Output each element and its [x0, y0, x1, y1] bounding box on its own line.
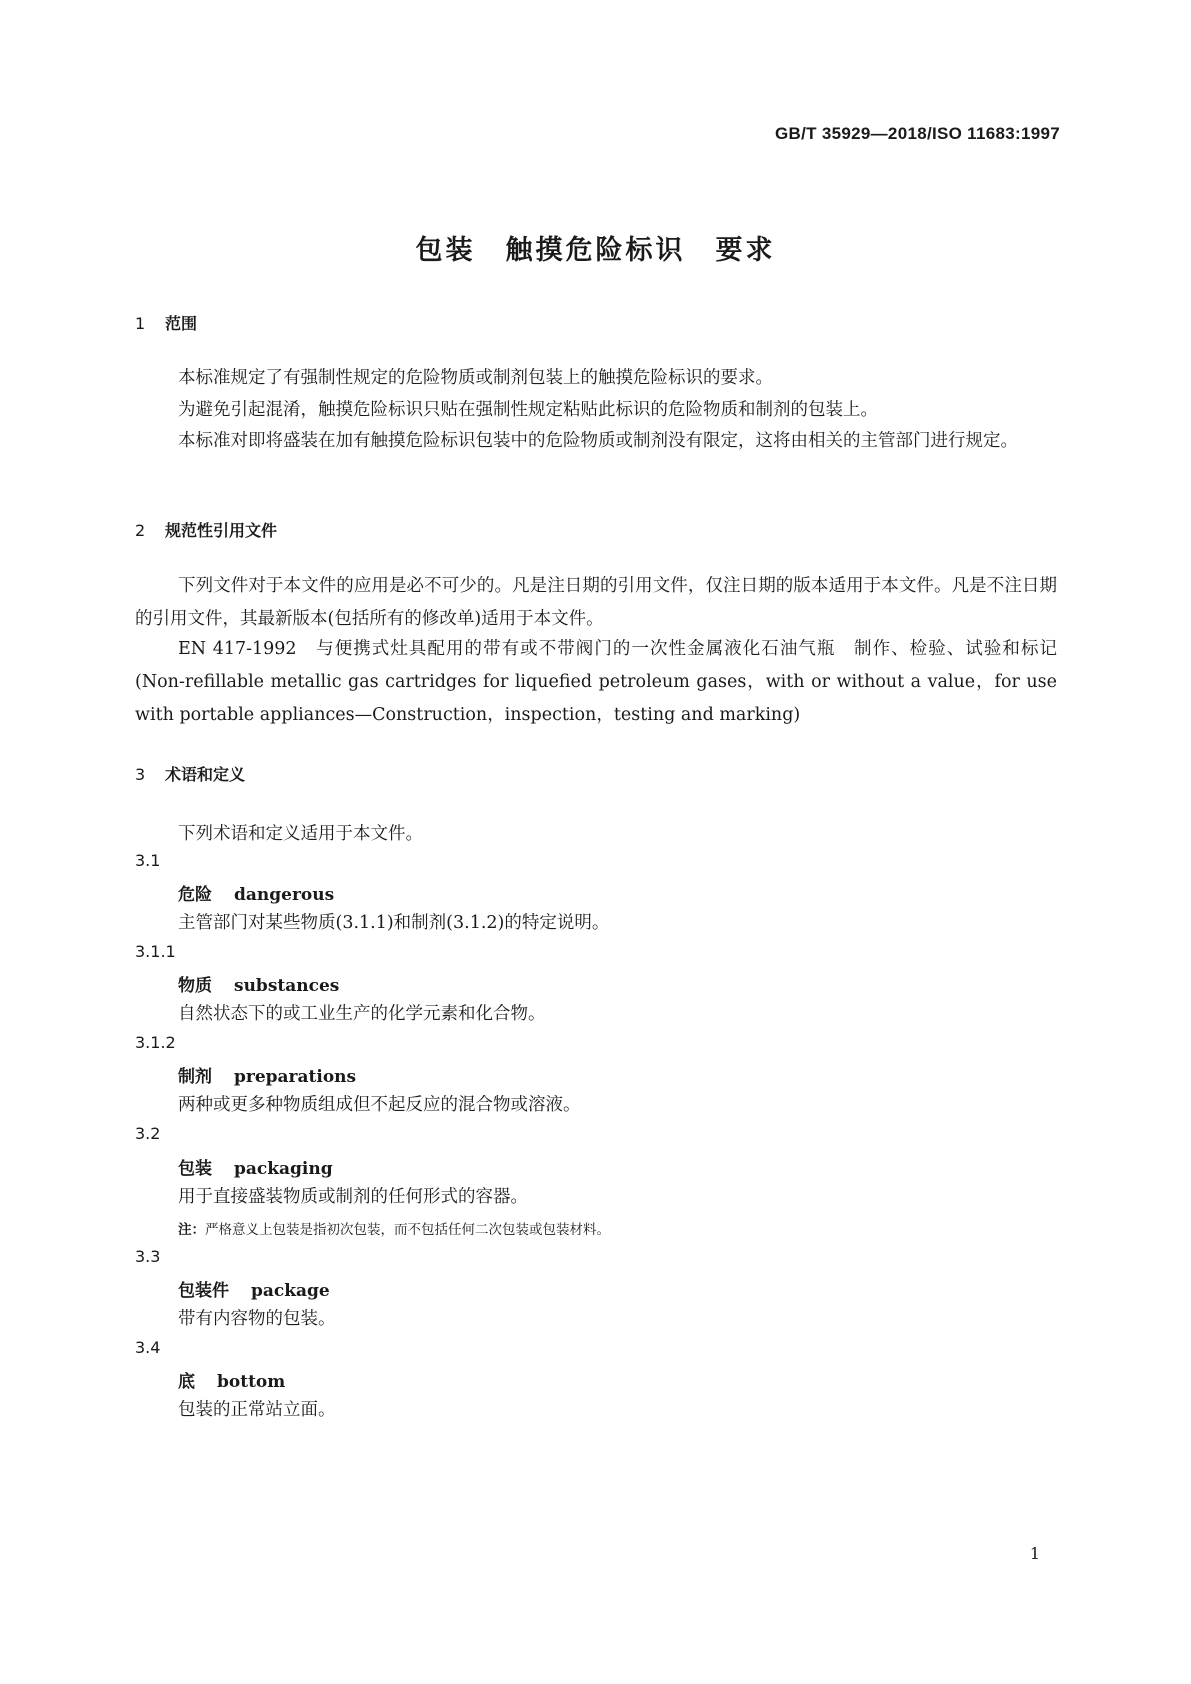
term-definition: 两种或更多种物质组成但不起反应的混合物或溶液。	[178, 1095, 581, 1115]
term-number: 3.1.1	[135, 942, 176, 961]
term-number: 3.4	[135, 1338, 161, 1357]
section-heading-normative-references	[135, 518, 277, 541]
term-en: preparations	[234, 1067, 357, 1087]
term-number: 3.1	[135, 851, 161, 870]
term-definition: 带有内容物的包装。	[178, 1309, 336, 1329]
term-en: substances	[234, 976, 340, 996]
section-number: 1	[135, 314, 146, 333]
term-heading	[178, 880, 334, 905]
note-label: 注：	[178, 1222, 205, 1238]
references-paragraph-1: 下列文件对于本文件的应用是必不可少的。凡是注日期的引用文件，仅注日期的版本适用于本文件。凡是不注日期的引用文件，其最新版本(包括所有的修改单)适用于本文件。	[135, 576, 1057, 629]
term-definition: 包装的正常站立面。	[178, 1400, 336, 1420]
term-heading	[178, 1276, 330, 1301]
term-en: bottom	[217, 1372, 286, 1392]
term-zh: 物质	[178, 976, 212, 996]
scope-paragraph-1: 本标准规定了有强制性规定的危险物质或制剂包装上的触摸危险标识的要求。	[178, 368, 773, 388]
scope-paragraph-3: 本标准对即将盛装在加有触摸危险标识包装中的危险物质或制剂没有限定，这将由相关的主管部门进行规定。	[178, 431, 1018, 451]
term-note	[178, 1218, 610, 1238]
term-number: 3.3	[135, 1247, 161, 1266]
term-en: packaging	[234, 1159, 333, 1179]
section-title: 规范性引用文件	[165, 521, 278, 540]
term-number: 3.2	[135, 1124, 161, 1143]
term-heading	[178, 1062, 356, 1087]
scope-paragraph-2: 为避免引起混淆，触摸危险标识只贴在强制性规定粘贴此标识的危险物质和制剂的包装上。	[178, 400, 878, 420]
term-definition: 用于直接盛装物质或制剂的任何形式的容器。	[178, 1187, 528, 1207]
section-heading-terms-definitions	[135, 762, 245, 785]
section-number: 2	[135, 521, 146, 540]
term-zh: 危险	[178, 885, 212, 905]
term-heading	[178, 1367, 285, 1392]
page-number: 1	[1029, 1544, 1040, 1563]
note-text: 严格意义上包装是指初次包装，而不包括任何二次包装或包装材料。	[205, 1222, 610, 1238]
term-zh: 制剂	[178, 1067, 212, 1087]
term-zh: 包装	[178, 1159, 212, 1179]
term-en: package	[251, 1281, 330, 1301]
document-title: 包装 触摸危险标识 要求	[415, 235, 776, 266]
term-heading	[178, 971, 339, 996]
section-number: 3	[135, 765, 146, 784]
terms-intro: 下列术语和定义适用于本文件。	[178, 824, 423, 844]
standard-code: GB/T 35929—2018/ISO 11683:1997	[775, 124, 1060, 143]
term-en: dangerous	[234, 885, 335, 905]
section-heading-scope	[135, 311, 197, 334]
term-zh: 包装件	[178, 1281, 229, 1301]
term-number: 3.1.2	[135, 1033, 176, 1052]
term-heading	[178, 1154, 333, 1179]
term-zh: 底	[178, 1372, 195, 1392]
references-en417-entry: EN 417-1992 与便携式灶具配用的带有或不带阀门的一次性金属液化石油气瓶 制作、检验、试验和标记(Non-refillable metallic gas cartridges for liquefied petroleum gases，with or without a value，for use with portable appliances—Construction，inspection，testing and marking)	[135, 639, 1057, 725]
section-title: 术语和定义	[165, 765, 246, 784]
term-definition: 主管部门对某些物质(3.1.1)和制剂(3.1.2)的特定说明。	[178, 913, 610, 933]
term-definition: 自然状态下的或工业生产的化学元素和化合物。	[178, 1004, 546, 1024]
section-title: 范围	[165, 314, 198, 333]
